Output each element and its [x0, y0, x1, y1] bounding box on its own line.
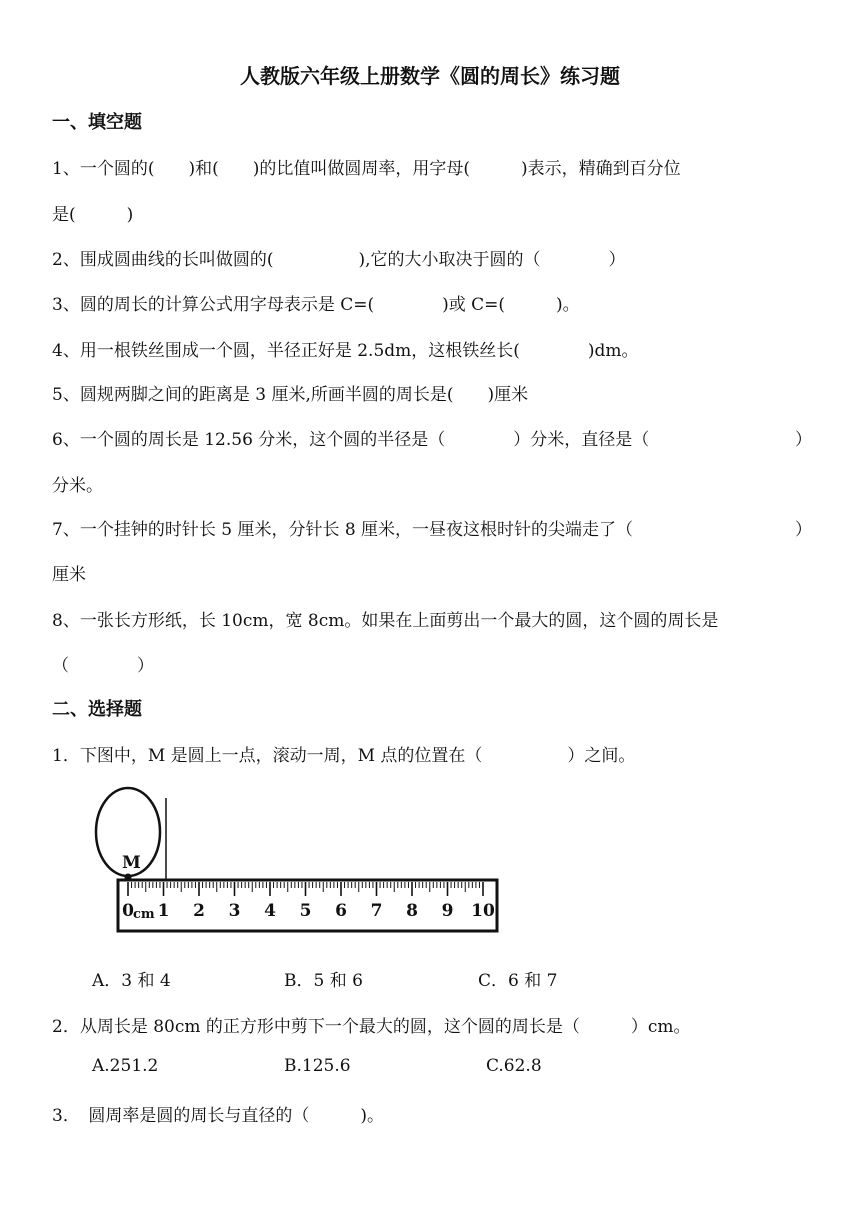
fill-question-7-line-1	[52, 515, 812, 540]
fill-question-1-line-2: 是( )	[52, 205, 134, 225]
choice-question-2: 2．从周长是 80cm 的正方形中剪下一个最大的圆，这个圆的周长是（ ）cm。	[52, 1017, 691, 1037]
fill-question-7-close-bracket: ）	[795, 520, 812, 540]
choice-question-1-option-c[interactable]: C．6 和 7	[478, 971, 558, 991]
fill-question-1-line-1: 1、一个圆的( )和( )的比值叫做圆周率，用字母( )表示，精确到百分位	[52, 159, 681, 179]
section-fill-in-heading: 一、填空题	[52, 112, 142, 133]
ruler-number: 3	[228, 901, 241, 921]
fill-question-6-text: 6、一个圆的周长是 12.56 分米，这个圆的半径是（ ）分米，直径是（	[52, 430, 650, 450]
ruler-number: 5	[299, 901, 312, 921]
ruler-number: 10	[471, 901, 495, 921]
page-title: 人教版六年级上册数学《圆的周长》练习题	[240, 64, 620, 88]
fill-question-4: 4、用一根铁丝围成一个圆，半径正好是 2.5dm，这根铁丝长( )dm。	[52, 341, 639, 361]
ruler-numbers	[122, 901, 495, 921]
ruler-number: 1	[157, 901, 170, 921]
point-m-label: M	[122, 853, 141, 873]
fill-question-6-line-1	[52, 425, 812, 450]
fill-question-2: 2、围成圆曲线的长叫做圆的( ),它的大小取决于圆的（ ）	[52, 250, 626, 270]
choice-question-1-options	[92, 966, 557, 991]
choice-question-2-option-c[interactable]: C.62.8	[486, 1056, 542, 1076]
fill-question-3: 3、圆的周长的计算公式用字母表示是 C=( )或 C=( )。	[52, 295, 580, 315]
choice-question-1: 1．下图中，M 是圆上一点，滚动一周，M 点的位置在（ ）之间。	[52, 746, 636, 766]
ruler-number: 4	[264, 901, 276, 921]
choice-question-1-option-b[interactable]: B．5 和 6	[284, 971, 363, 991]
choice-question-2-option-a[interactable]: A.251.2	[92, 1056, 159, 1076]
ruler-number: 8	[406, 901, 418, 921]
choice-question-2-option-b[interactable]: B.125.6	[284, 1056, 351, 1076]
ruler-number: 0	[122, 901, 134, 921]
section-choice-heading: 二、选择题	[52, 699, 142, 720]
fill-question-7-text: 7、一个挂钟的时针长 5 厘米，分针长 8 厘米，一昼夜这根时针的尖端走了（	[52, 520, 634, 540]
ruler-number: 6	[335, 901, 347, 921]
choice-question-2-options	[92, 1056, 542, 1076]
ruler-unit-label: cm	[133, 907, 155, 922]
fill-question-6-line-2: 分米。	[52, 476, 103, 496]
ruler-ticks	[128, 882, 483, 896]
circle-ruler-figure	[88, 786, 508, 956]
fill-question-8-line-2: （ ）	[52, 656, 154, 676]
fill-question-7-line-2: 厘米	[52, 565, 86, 585]
fill-question-5: 5、圆规两脚之间的距离是 3 厘米,所画半圆的周长是( )厘米	[52, 385, 529, 405]
choice-question-1-option-a[interactable]: A．3 和 4	[92, 971, 171, 991]
ruler-number: 2	[193, 901, 205, 921]
fill-question-8-line-1: 8、一张长方形纸，长 10cm，宽 8cm。如果在上面剪出一个最大的圆，这个圆的周长是	[52, 611, 719, 631]
ruler-number: 9	[441, 901, 454, 921]
fill-question-6-close-bracket: ）	[795, 430, 812, 450]
ruler-number: 7	[370, 901, 383, 921]
choice-question-3: 3． 圆周率是圆的周长与直径的（ )。	[52, 1106, 384, 1126]
circle-ruler-illustration	[88, 786, 508, 956]
